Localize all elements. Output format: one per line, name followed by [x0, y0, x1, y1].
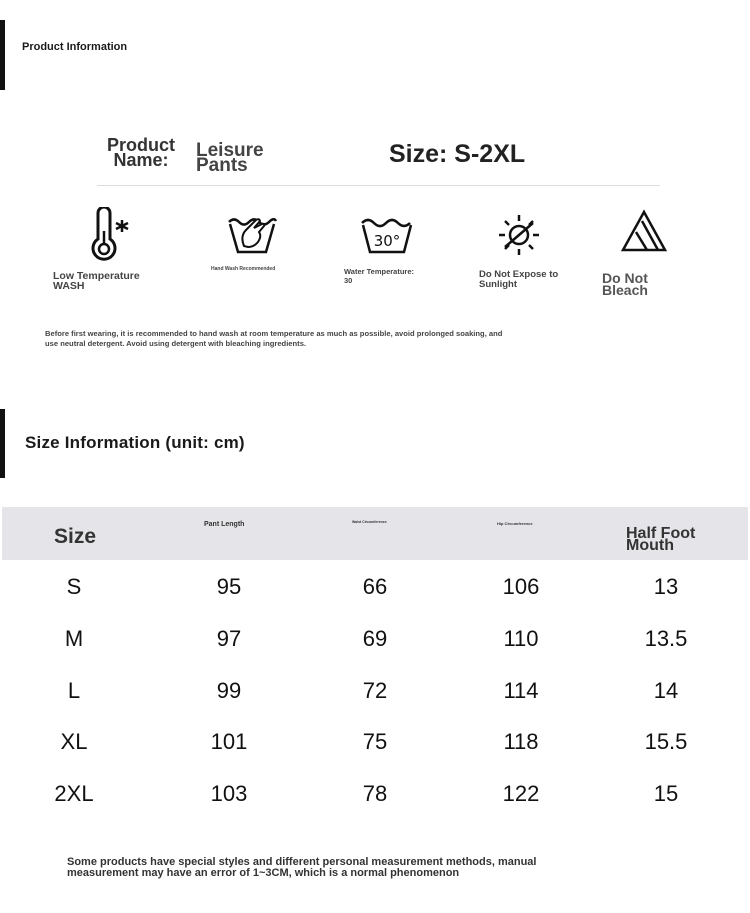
- table-header-half-foot-mouth: Half Foot Mouth: [626, 525, 696, 554]
- cell-size: M: [64, 626, 84, 651]
- table-header-waist: Waist Circumference: [352, 520, 387, 524]
- cell-pant-length: 97: [216, 626, 242, 651]
- cell-pant-length: 103: [210, 781, 248, 806]
- care-label-no-sunlight: Do Not Expose to Sunlight: [479, 269, 559, 290]
- care-label-hand-wash: Hand Wash Recommended: [211, 266, 276, 272]
- measurement-note: Some products have special styles and different personal measurement methods, manual measurement may have an error of 1~3CM, which is a normal phenomenon: [67, 856, 537, 879]
- cell-waist: 66: [362, 574, 388, 599]
- care-label-low-temperature: Low Temperature WASH: [53, 270, 140, 292]
- care-note: Before first wearing, it is recommended to hand wash at room temperature as much as possible, avoid prolonged soaking, and use neutral detergent. Avoid using detergent with bleaching ingredients.: [45, 329, 503, 348]
- cell-size: S: [66, 574, 82, 599]
- cell-pant-length: 95: [216, 574, 242, 599]
- cell-waist: 72: [362, 678, 388, 703]
- care-label-no-bleach: Do Not Bleach: [602, 270, 648, 298]
- cell-waist: 75: [362, 729, 388, 754]
- cell-half-foot-mouth: 15: [653, 781, 679, 806]
- cell-waist: 78: [362, 781, 388, 806]
- cell-size: 2XL: [54, 781, 94, 806]
- section-title-product-info: Product Information: [22, 41, 128, 53]
- low-temperature-icon: [86, 207, 132, 263]
- cell-half-foot-mouth: 13: [653, 574, 679, 599]
- cell-half-foot-mouth: 15.5: [644, 729, 688, 754]
- cell-half-foot-mouth: 13.5: [644, 626, 688, 651]
- table-header-hip: Hip Circumference: [497, 521, 533, 526]
- no-sunlight-icon: [497, 213, 541, 257]
- cell-size: XL: [60, 729, 88, 754]
- product-name-value: Leisure Pants: [196, 140, 264, 176]
- section-marker: [0, 409, 5, 478]
- cell-half-foot-mouth: 14: [653, 678, 679, 703]
- cell-pant-length: 101: [210, 729, 248, 754]
- table-header-pant-length: Pant Length: [204, 521, 245, 528]
- hand-wash-icon: [226, 212, 278, 256]
- cell-size: L: [67, 678, 81, 703]
- size-range: Size: S-2XL: [389, 140, 526, 168]
- water-temperature-icon-text: 30°: [373, 232, 401, 250]
- water-temperature-icon: [360, 213, 414, 255]
- divider: [97, 185, 660, 186]
- cell-hip: 106: [502, 574, 540, 599]
- table-header-size: Size: [54, 525, 97, 548]
- product-name-label: Product Name:: [106, 135, 175, 170]
- cell-hip: 114: [503, 678, 539, 703]
- cell-hip: 110: [503, 626, 539, 651]
- cell-hip: 118: [503, 729, 539, 754]
- no-bleach-icon: [620, 209, 668, 253]
- section-marker: [0, 20, 5, 90]
- cell-waist: 69: [362, 626, 388, 651]
- section-title-size-info: Size Information (unit: cm): [25, 433, 245, 452]
- care-label-water-temperature: Water Temperature: 30: [344, 267, 415, 285]
- cell-hip: 122: [502, 781, 540, 806]
- cell-pant-length: 99: [216, 678, 242, 703]
